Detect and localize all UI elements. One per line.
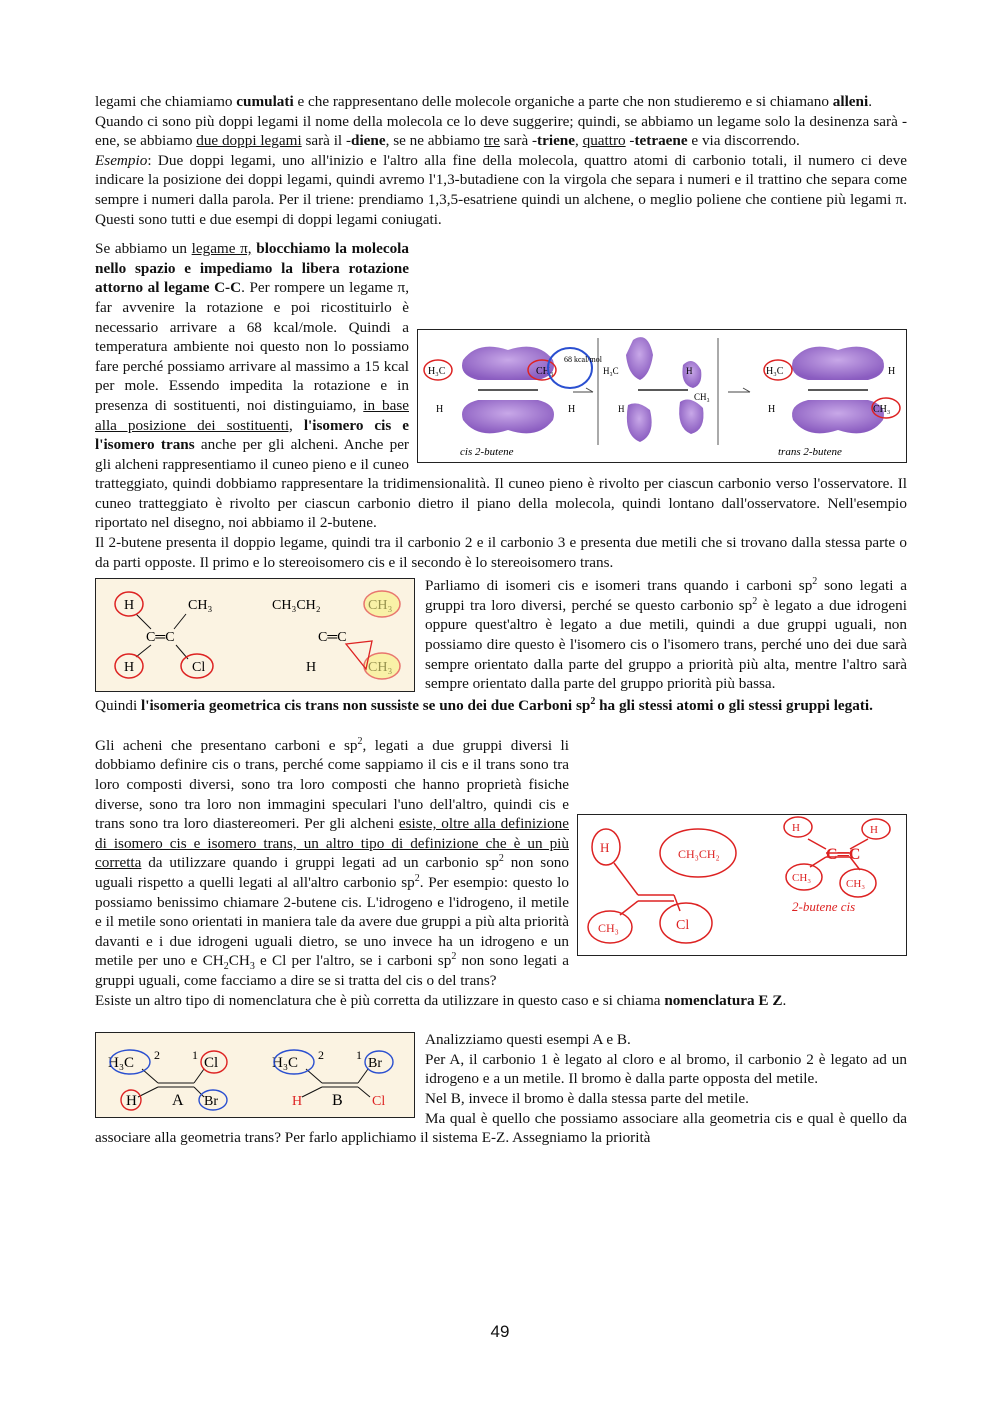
svg-text:C═C: C═C	[146, 630, 175, 646]
svg-text:A: A	[172, 1092, 184, 1110]
paragraph-legame-pi: Se abbiamo un legame π, blocchiamo la molecola nello spazio e impediamo la libera rotazione attorno al legame C-C. Per rompere un legame π, far avvenire la rotazione e poi ricostituirlo è necessario arrivare a 68 kcal/mole. Quindi a temperatura ambiente noi questo non lo possiamo fare perché possiamo arrivare al massimo a 15 kcal per mole. Essendo impedita la rotazione e in presenza di sostituenti, noi distinguiamo, in base alla posizione dei sostituenti, l'isomero cis e l'isomero trans anche per gli alcheni. Anche per gli alcheni rappresentiamo il cuneo pieno e il cuneo tratteggiato, quindi dobbiamo rappresentare la tridimensionalità. Il cuneo pieno è rivolto per ciascun carbonio verso l'osservatore. Il cuneo tratteggiato è rivolto per ciascun carbonio dietro il piano della molecola, quindi lontano dall'osservatore. Nell'esempio riportato nel disegno, noi abbiamo il 2-butene.	[95, 240, 907, 532]
svg-text:2: 2	[318, 1048, 324, 1063]
figure-cis-trans-butene	[417, 329, 907, 463]
document-body	[95, 92, 907, 1148]
svg-text:2-butene cis: 2-butene cis	[792, 898, 856, 914]
svg-text:Cl: Cl	[676, 917, 690, 933]
figure-cis-trans-groups	[95, 578, 415, 692]
text-line-ma-qual: Ma qual è quello che possiamo associare alla geometria cis e qual è quello da associare alla geometria trans? Per farlo applichiamo il sistema E-Z. Assegniamo la priorità	[95, 1109, 907, 1147]
svg-text:CH₃: CH₃	[792, 871, 812, 884]
svg-text:CH₃CH₂: CH₃CH₂	[272, 598, 321, 614]
svg-text:Br: Br	[368, 1056, 382, 1072]
svg-text:H₃C: H₃C	[766, 366, 784, 378]
svg-text:C═C: C═C	[826, 845, 861, 863]
svg-text:H: H	[618, 404, 625, 415]
svg-text:H₃C: H₃C	[603, 366, 619, 377]
svg-text:68 kcal/mol: 68 kcal/mol	[564, 355, 602, 365]
svg-text:Cl: Cl	[204, 1055, 219, 1072]
svg-text:H₃C: H₃C	[108, 1055, 135, 1072]
cis-label: cis 2-butene	[460, 446, 514, 459]
text-line-per-a: Per A, il carbonio 1 è legato al cloro e al bromo, il carbonio 2 è legato ad un idrogeno e a un metile. Il bromo è dalla parte opposta del metile.	[425, 1050, 907, 1088]
paragraph-isomeria-non-sussiste: Quindi l'isomeria geometrica cis trans non sussiste se uno dei due Carboni $sp^2$ ha gli stessi atomi o gli stessi gruppi legati.	[95, 696, 873, 715]
svg-text:CH₃: CH₃	[846, 877, 866, 890]
svg-text:CH₃CH₂: CH₃CH₂	[678, 846, 720, 861]
figure-esempi-a-b	[95, 1032, 415, 1118]
svg-text:H: H	[306, 660, 317, 676]
paragraph-esempio: Esempio: Due doppi legami, uno all'inizio e l'altro alla fine della molecola, quattro atomi di carbonio totali, il numero ci deve indicare la posizione dei doppi legami, quindi avremo l'1,3-butadiene con la virgola che separa i numeri e il trattino che separa come sempre i numeri dalla parola. Per il triene: prendiamo 1,3,5-esatriene quindi un alchene, o meglio poliene che contiene più legami π. Questi sono tutti e due esempi di doppi legami coniugati.	[95, 151, 907, 228]
paragraph-diastereomeri: Gli acheni che presentano carboni e $sp^2$, legati a due gruppi diversi li dobbiamo definire cis o trans, perché come sappiamo il cis e il trans sono tra loro composti diversi, sono tra loro composti che hanno proprietà fisiche diverse, sono tra loro non immagini speculari l'uno dell'altro, quindi cis e trans sono tra loro diastereomeri. Per gli alcheni esiste, oltre alla definizione di isomero cis e isomero trans, un altro tipo di definizione che è un più corretta da utilizzare quando i gruppi legati ad un carbonio $sp^2$ non sono uguali rispetto a quelli legati al all'altro carbonio $sp^2$. Per esempio: questo lo possiamo benissimo chiamare 2-butene cis. L'idrogeno e l'idrogeno, il metile e il metile sono orientati in maniera tale da avere due gruppi a più alta priorità davanti e i due idrogeni uguali dietro, se uno invece ha un idrogeno e un metile per uno e $CH_2CH_3$ e Cl per l'altro, se i carboni $sp^2$ non sono legati a gruppi uguali, come facciamo a dire se si tratta del cis o del trans?	[95, 735, 570, 989]
svg-text:CH₃: CH₃	[536, 366, 554, 378]
svg-text:H: H	[768, 404, 776, 416]
svg-text:Br: Br	[204, 1094, 218, 1110]
svg-text:H₃C: H₃C	[428, 366, 446, 378]
svg-text:H: H	[124, 660, 135, 676]
figure-handwritten-2-butene-cis	[577, 814, 907, 956]
svg-text:Cl: Cl	[192, 660, 206, 676]
svg-text:H: H	[686, 366, 693, 377]
text-line-analizziamo: Analizziamo questi esempi A e B.	[425, 1031, 631, 1049]
svg-text:H: H	[124, 598, 135, 614]
paragraph-cumulati: legami che chiamiamo cumulati e che rappresentano delle molecole organiche a parte che non studieremo e si chiamano alleni.	[95, 93, 872, 110]
svg-text:2: 2	[154, 1048, 160, 1063]
paragraph-2-butene: Il 2-butene presenta il doppio legame, quindi tra il carbonio 2 e il carbonio 3 e presenta due metili che si trovano dalla stessa parte o da parti opposte. Il primo e lo stereoisomero cis e il secondo è lo stereoisomero trans.	[95, 534, 907, 571]
svg-text:H: H	[436, 404, 444, 416]
svg-text:H: H	[888, 366, 896, 378]
paragraph-nomenclatura-ez: Esiste un altro tipo di nomenclatura che è più corretta da utilizzare in questo caso e si chiama nomenclatura E Z.	[95, 991, 787, 1009]
trans-label: trans 2-butene	[778, 446, 842, 459]
svg-text:CH₃: CH₃	[188, 598, 213, 614]
svg-text:H₃C: H₃C	[272, 1055, 299, 1072]
svg-text:CH₃: CH₃	[694, 392, 710, 403]
svg-text:1: 1	[192, 1048, 198, 1063]
svg-text:CH₃: CH₃	[598, 920, 619, 935]
svg-text:H: H	[792, 821, 800, 834]
svg-text:H: H	[870, 823, 878, 836]
svg-text:H: H	[600, 839, 610, 855]
butene-orbital-diagram	[418, 330, 906, 462]
svg-text:H: H	[126, 1093, 137, 1110]
svg-text:H: H	[568, 404, 576, 416]
svg-text:Cl: Cl	[372, 1094, 386, 1110]
page-number: 49	[490, 1322, 510, 1341]
svg-text:C═C: C═C	[318, 630, 347, 646]
paragraph-desinenze: Quando ci sono più doppi legami il nome della molecola ce lo deve suggerire; quindi, se abbiamo un legame solo la desinenza sarà -ene, se abbiamo due doppi legami sarà il -diene, se ne abbiamo tre sarà -triene, quattro -tetraene e via discorrendo.	[95, 112, 907, 150]
svg-text:CH₃: CH₃	[873, 404, 891, 416]
paragraph-isomeri-cis-trans: Parliamo di isomeri cis e isomeri trans quando i carboni $sp^2$ sono legati a gruppi tra loro diversi, perché se questo carbonio $sp^2$ è legato a due idrogeni oppure quest'altro è legato a due metili, quindi a due gruppi uguali, non possiamo dire questo è l'isomero cis o l'isomero trans, perché uno dei due sarà sempre orientato dalla parte del gruppo a priorità più alta, mentre l'altro sarà sempre orientato dalla parte del gruppo priorità più bassa.	[425, 576, 907, 693]
text-line-nel-b: Nel B, invece il bromo è dalla stessa parte del metile.	[425, 1089, 749, 1107]
svg-text:1: 1	[356, 1048, 362, 1063]
svg-text:B: B	[332, 1092, 343, 1110]
svg-text:H: H	[292, 1094, 303, 1110]
